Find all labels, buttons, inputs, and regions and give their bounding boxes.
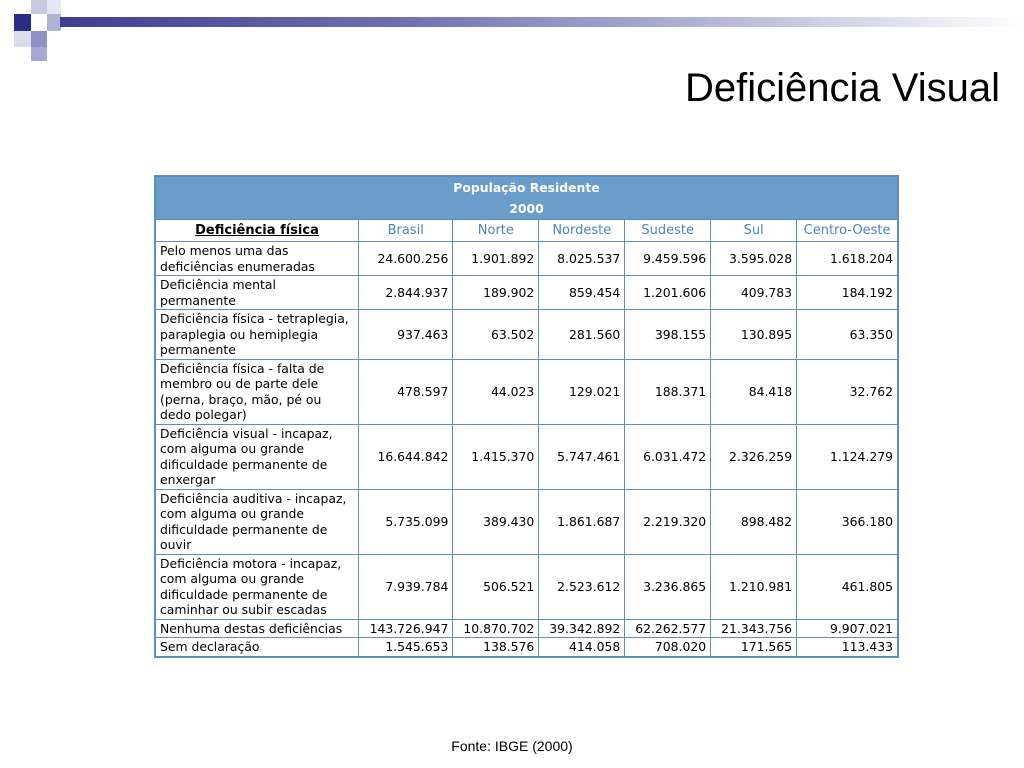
- table-cell-value: 143.726.947: [359, 619, 453, 638]
- table-row: [155, 310, 898, 360]
- column-header: Sul: [711, 220, 797, 242]
- row-label: Deficiência física - tetraplegia, paraplegia ou hemiplegia permanente: [155, 310, 359, 360]
- table-cell-value: 138.576: [453, 638, 539, 657]
- table-cell-value: 9.907.021: [797, 619, 898, 638]
- table-header-title: População Residente: [155, 176, 898, 198]
- table-cell-value: 506.521: [453, 554, 539, 619]
- table-cell-value: 366.180: [797, 489, 898, 554]
- decor-square-mid: [31, 47, 47, 61]
- table-cell-value: 461.805: [797, 554, 898, 619]
- column-header: Nordeste: [539, 220, 625, 242]
- table-cell-value: 859.454: [539, 276, 625, 310]
- table-cell-value: 84.418: [711, 359, 797, 424]
- table-cell-value: 3.236.865: [625, 554, 711, 619]
- column-header: Brasil: [359, 220, 453, 242]
- table-cell-value: 39.342.892: [539, 619, 625, 638]
- table-cell-value: 414.058: [539, 638, 625, 657]
- table-cell-value: 130.895: [711, 310, 797, 360]
- table-row: [155, 619, 898, 638]
- table-cell-value: 937.463: [359, 310, 453, 360]
- table-row: [155, 489, 898, 554]
- table-row: [155, 242, 898, 276]
- table-cell-value: 63.350: [797, 310, 898, 360]
- table-cell-value: 281.560: [539, 310, 625, 360]
- decor-gradient-bar: [60, 17, 1024, 27]
- table-cell-value: 189.902: [453, 276, 539, 310]
- table-cell-value: 2.523.612: [539, 554, 625, 619]
- table-cell-value: 44.023: [453, 359, 539, 424]
- row-label: Deficiência auditiva - incapaz, com alguma ou grande dificuldade permanente de ouvir: [155, 489, 359, 554]
- table-cell-value: 1.861.687: [539, 489, 625, 554]
- table-cell-value: 5.735.099: [359, 489, 453, 554]
- decor-square-light: [47, 0, 61, 14]
- slide-title: Deficiência Visual: [685, 66, 1000, 110]
- column-header: Sudeste: [625, 220, 711, 242]
- table-row: [155, 638, 898, 657]
- table-cell-value: 9.459.596: [625, 242, 711, 276]
- row-label: Deficiência visual - incapaz, com alguma ou grande dificuldade permanente de enxergar: [155, 424, 359, 489]
- table-cell-value: 63.502: [453, 310, 539, 360]
- table-row: [155, 276, 898, 310]
- table-cell-value: 6.031.472: [625, 424, 711, 489]
- decor-square-light: [14, 31, 31, 47]
- table-cell-value: 409.783: [711, 276, 797, 310]
- decor-square-navy: [14, 14, 31, 31]
- table-cell-value: 1.545.653: [359, 638, 453, 657]
- table-cell-value: 188.371: [625, 359, 711, 424]
- table-cell-value: 113.433: [797, 638, 898, 657]
- table-cell-value: 1.210.981: [711, 554, 797, 619]
- table-cell-value: 16.644.842: [359, 424, 453, 489]
- table-cell-value: 171.565: [711, 638, 797, 657]
- table-cell-value: 8.025.537: [539, 242, 625, 276]
- column-header: Norte: [453, 220, 539, 242]
- row-label: Deficiência mental permanente: [155, 276, 359, 310]
- table-row: [155, 359, 898, 424]
- table-cell-value: 2.844.937: [359, 276, 453, 310]
- column-header: Centro-Oeste: [797, 220, 898, 242]
- decor-square-light: [47, 14, 61, 31]
- table-cell-value: 2.219.320: [625, 489, 711, 554]
- row-label: Pelo menos uma das deficiências enumeradas: [155, 242, 359, 276]
- row-label: Deficiência motora - incapaz, com alguma ou grande dificuldade permanente de caminhar ou subir escadas: [155, 554, 359, 619]
- table-cell-value: 1.201.606: [625, 276, 711, 310]
- table-cell-value: 32.762: [797, 359, 898, 424]
- source-caption: Fonte: IBGE (2000): [451, 738, 573, 754]
- row-label: Deficiência física - falta de membro ou de parte dele (perna, braço, mão, pé ou dedo polegar): [155, 359, 359, 424]
- row-label: Nenhuma destas deficiências: [155, 619, 359, 638]
- table-cell-value: 129.021: [539, 359, 625, 424]
- table-cell-value: 1.415.370: [453, 424, 539, 489]
- table-cell-value: 10.870.702: [453, 619, 539, 638]
- table-cell-value: 184.192: [797, 276, 898, 310]
- table-cell-value: 3.595.028: [711, 242, 797, 276]
- table-row: [155, 554, 898, 619]
- table-cell-value: 24.600.256: [359, 242, 453, 276]
- column-header-category: Deficiência física: [155, 220, 359, 242]
- table-cell-value: 1.618.204: [797, 242, 898, 276]
- table-cell-value: 21.343.756: [711, 619, 797, 638]
- table-cell-value: 708.020: [625, 638, 711, 657]
- table-cell-value: 1.124.279: [797, 424, 898, 489]
- row-label: Sem declaração: [155, 638, 359, 657]
- table-cell-value: 1.901.892: [453, 242, 539, 276]
- decor-square-light: [31, 0, 47, 14]
- decor-square-mid: [31, 31, 47, 47]
- table-cell-value: 7.939.784: [359, 554, 453, 619]
- table-cell-value: 2.326.259: [711, 424, 797, 489]
- table-cell-value: 398.155: [625, 310, 711, 360]
- table-cell-value: 478.597: [359, 359, 453, 424]
- table-header-year: 2000: [155, 198, 898, 220]
- table-cell-value: 62.262.577: [625, 619, 711, 638]
- table-cell-value: 5.747.461: [539, 424, 625, 489]
- table-cell-value: 389.430: [453, 489, 539, 554]
- population-table: [154, 175, 899, 658]
- table-row: [155, 424, 898, 489]
- table-cell-value: 898.482: [711, 489, 797, 554]
